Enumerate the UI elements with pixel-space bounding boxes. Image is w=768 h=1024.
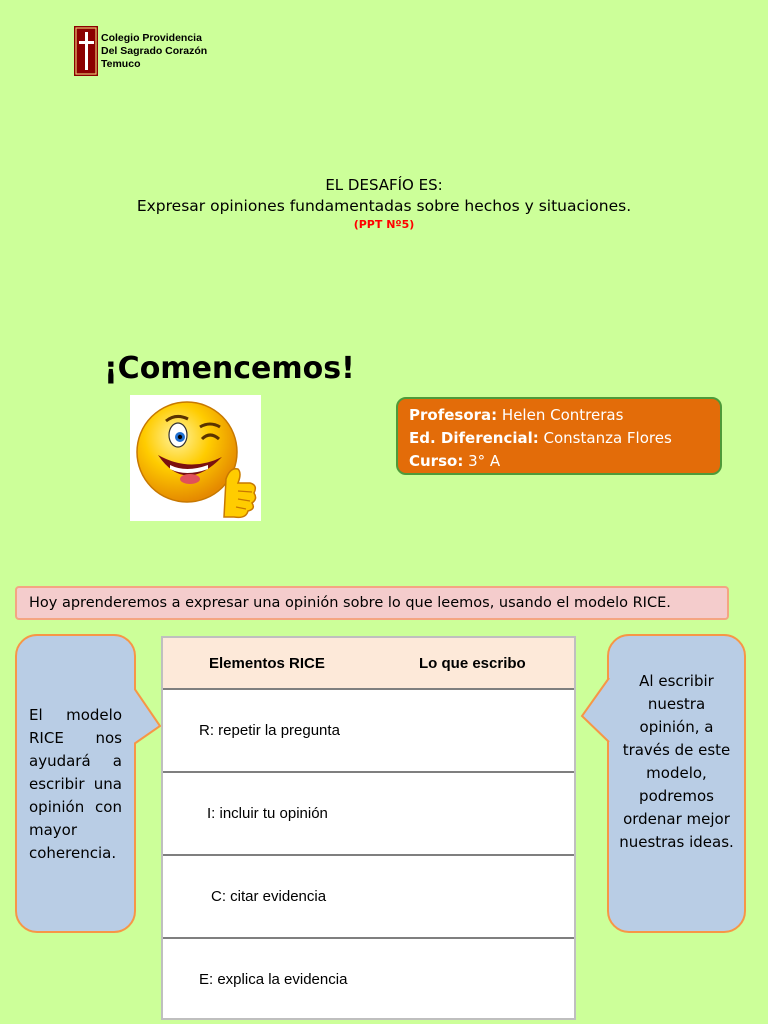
- left-callout: [15, 634, 136, 933]
- school-name: [101, 32, 207, 71]
- course-label: Curso:: [409, 452, 464, 470]
- teacher-label: Profesora:: [409, 406, 498, 424]
- winking-smiley-thumbs-up-icon: [130, 395, 261, 521]
- smiley-image: [130, 395, 261, 521]
- table-row: [163, 690, 574, 773]
- left-callout-text: El modelo RICE nos ayudará a escribir una opinión con mayor coherencia.: [29, 706, 122, 862]
- differential-label: Ed. Diferencial:: [409, 429, 539, 447]
- teacher-name: Helen Contreras: [497, 406, 624, 424]
- course-row: [409, 450, 720, 473]
- school-name-line2: Del Sagrado Corazón: [101, 45, 208, 57]
- challenge-block: [0, 175, 768, 232]
- header-what-i-write: Lo que escribo: [419, 654, 526, 672]
- table-row: [163, 939, 574, 1020]
- challenge-heading: EL DESAFÍO ES:: [325, 176, 443, 194]
- right-callout-text: Al escribir nuestra opinión, a través de este modelo, podremos ordenar mejor nuestras ideas.: [619, 672, 734, 851]
- school-name-line3: Temuco: [101, 58, 141, 70]
- differential-row: [409, 427, 720, 450]
- table-cell: E: explica la evidencia: [199, 971, 348, 988]
- table-row: [163, 773, 574, 856]
- school-crest-icon: [74, 26, 98, 76]
- teacher-row: [409, 404, 720, 427]
- table-cell: I: incluir tu opinión: [207, 805, 328, 822]
- learning-goal: Hoy aprenderemos a expresar una opinión sobre lo que leemos, usando el modelo RICE.: [15, 586, 729, 620]
- right-callout: [607, 634, 746, 933]
- left-callout-pointer: [134, 686, 162, 746]
- right-callout-pointer: [580, 676, 610, 744]
- course-value: 3° A: [463, 452, 501, 470]
- table-cell: C: citar evidencia: [211, 888, 327, 905]
- rice-table: [161, 636, 576, 1020]
- table-cell: R: repetir la pregunta: [199, 722, 340, 739]
- teacher-info-box: [396, 397, 722, 475]
- differential-name: Constanza Flores: [538, 429, 672, 447]
- ppt-number: (PPT Nº5): [353, 218, 415, 231]
- school-name-line1: Colegio Providencia: [101, 32, 202, 44]
- challenge-text: Expresar opiniones fundamentadas sobre hechos y situaciones.: [136, 197, 632, 215]
- table-header: [163, 638, 574, 690]
- header-elements: Elementos RICE: [209, 654, 325, 672]
- table-row: [163, 856, 574, 939]
- start-heading: ¡Comencemos!: [104, 351, 355, 386]
